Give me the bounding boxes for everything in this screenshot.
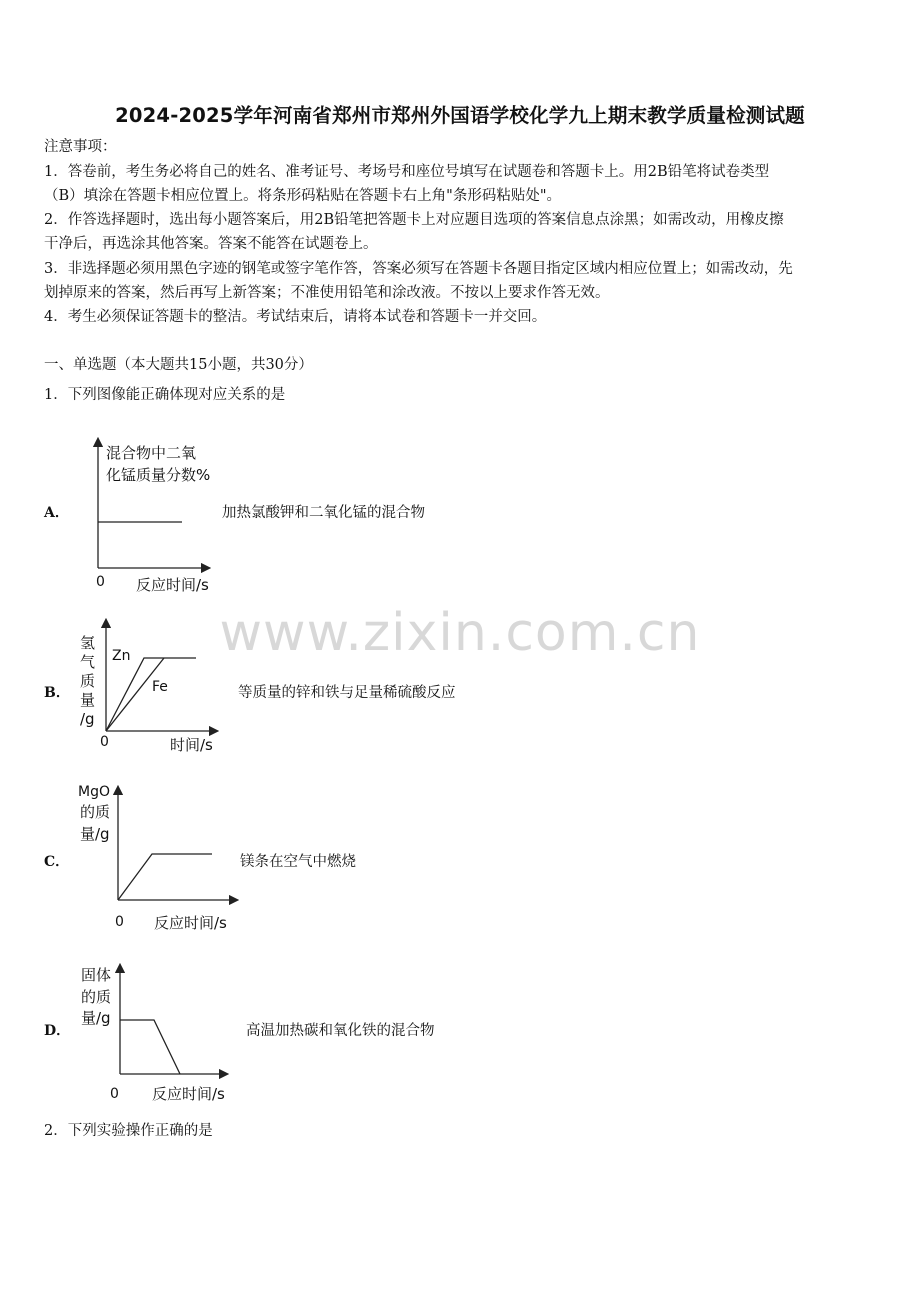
notice-line-3: 2．作答选择题时，选出每小题答案后，用2B铅笔把答题卡上对应题目选项的答案信息点涂黑；如需改动，用橡皮擦 bbox=[44, 212, 784, 228]
option-c-graph bbox=[74, 782, 244, 932]
notice-line-6: 划掉原来的答案，然后再写上新答案；不准使用铅笔和涂改液。不按以上要求作答无效。 bbox=[44, 285, 610, 301]
y-axis-label-1: 氢 bbox=[80, 634, 96, 652]
y-axis-label-5: /g bbox=[80, 710, 95, 728]
y-axis-label-3: 质 bbox=[80, 672, 96, 690]
x-axis-label: 反应时间/s bbox=[136, 576, 209, 594]
option-d-label: D． bbox=[44, 1023, 71, 1039]
notice-line-4: 干净后，再选涂其他答案。答案不能答在试题卷上。 bbox=[44, 236, 378, 252]
option-a-label: A． bbox=[44, 505, 69, 521]
question-2-stem: 2．下列实验操作正确的是 bbox=[44, 1123, 213, 1139]
fe-series-label: Fe bbox=[152, 679, 168, 695]
watermark: www.zixin.com.cn bbox=[219, 603, 701, 663]
y-axis-label-2: 气 bbox=[80, 653, 96, 671]
y-axis-label-3: 量/g bbox=[80, 825, 110, 843]
y-axis-label-3: 量/g bbox=[81, 1009, 111, 1027]
origin-label: 0 bbox=[96, 574, 105, 590]
notice-line-7: 4．考生必须保证答题卡的整洁。考试结束后，请将本试卷和答题卡一并交回。 bbox=[44, 309, 547, 325]
y-axis-label-2: 的质 bbox=[81, 988, 112, 1006]
origin-label: 0 bbox=[100, 734, 109, 750]
y-axis-label-1: 混合物中二氧 bbox=[106, 444, 197, 462]
option-a-description: 加热氯酸钾和二氧化锰的混合物 bbox=[222, 505, 425, 521]
notice-line-2: （B）填涂在答题卡相应位置上。将条形码粘贴在答题卡右上角"条形码粘贴处"。 bbox=[44, 188, 561, 204]
option-c-description: 镁条在空气中燃烧 bbox=[240, 854, 356, 870]
option-a-graph bbox=[60, 430, 240, 600]
y-axis-label-4: 量 bbox=[80, 691, 96, 709]
y-axis-label-2: 化锰质量分数% bbox=[106, 466, 211, 484]
option-b-graph bbox=[70, 615, 230, 760]
origin-label: 0 bbox=[110, 1086, 119, 1102]
option-d-graph bbox=[76, 960, 246, 1105]
notice-line-5: 3．非选择题必须用黑色字迹的钢笔或签字笔作答，答案必须写在答题卡各题目指定区域内相应位置上；如需改动，先 bbox=[44, 261, 793, 277]
y-axis-label-1: 固体 bbox=[81, 966, 112, 984]
curve bbox=[118, 854, 212, 900]
x-axis-label: 反应时间/s bbox=[154, 914, 227, 932]
y-axis-label-2: 的质 bbox=[80, 803, 111, 821]
question-1-stem: 1．下列图像能正确体现对应关系的是 bbox=[44, 387, 286, 403]
zn-series-label: Zn bbox=[112, 648, 131, 664]
option-b-label: B． bbox=[44, 685, 70, 701]
y-axis-label-1: MgO bbox=[78, 784, 110, 800]
zn-curve bbox=[106, 658, 196, 731]
notice-line-1: 1．答卷前，考生务必将自己的姓名、准考证号、考场号和座位号填写在试题卷和答题卡上。用2B铅笔将试卷类型 bbox=[44, 164, 770, 180]
section-heading: 一、单选题（本大题共15小题，共30分） bbox=[44, 357, 313, 373]
option-c-label: C． bbox=[44, 854, 70, 870]
x-axis-label: 时间/s bbox=[170, 736, 213, 754]
option-d-description: 高温加热碳和氧化铁的混合物 bbox=[246, 1023, 435, 1039]
page-title: 2024-2025学年河南省郑州市郑州外国语学校化学九上期末教学质量检测试题 bbox=[115, 104, 805, 127]
option-b-description: 等质量的锌和铁与足量稀硫酸反应 bbox=[238, 685, 456, 701]
notice-heading: 注意事项： bbox=[44, 139, 117, 155]
origin-label: 0 bbox=[115, 914, 124, 930]
x-axis-label: 反应时间/s bbox=[152, 1085, 225, 1103]
curve bbox=[120, 1020, 180, 1074]
